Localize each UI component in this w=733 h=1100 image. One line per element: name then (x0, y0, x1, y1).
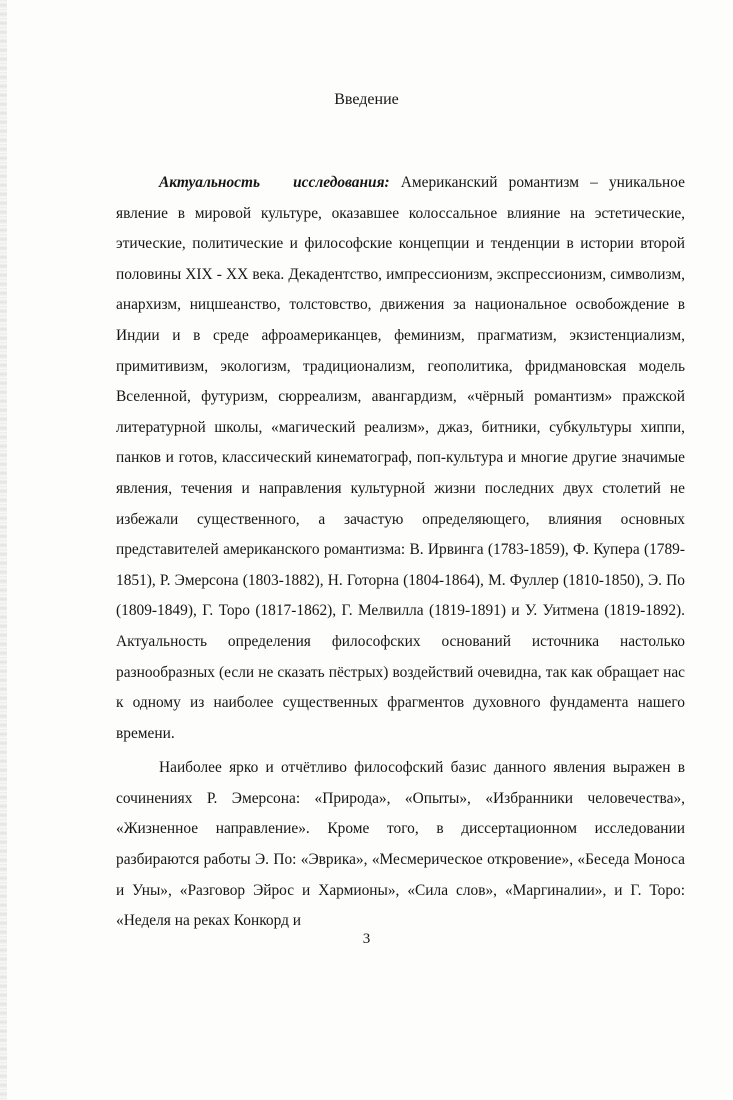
paragraph-philosophy: Наиболее ярко и отчётливо философский базис данного явления выражен в сочинениях Р. Эмерсона: «Природа», «Опыты», «Избранники человечества», «Жизненное направление». Кроме того, в диссертационном исследовании разбираются работы Э. По: «Эврика», «Месмерическое откровение», «Беседа Моноса и Уны», «Разговор Эйрос и Хармионы», «Сила слов», «Маргиналии», и Г. Торо: «Неделя на реках Конкорд и (116, 759, 685, 930)
page-title: Введение (334, 91, 399, 108)
paragraph-relevance (116, 168, 685, 749)
paragraph-relevance-text: Американский романтизм – уникальное явление в мировой культуре, оказавшее колоссальное влияние на эстетические, этические, политические и философские концепции и тенденции в истории второй половины XIX - XX века. Декадентство, импрессионизм, экспрессионизм, символизм, анархизм, ницшеанство, толстовство, движения за национальное освобождение в Индии и в среде афроамериканцев, феминизм, прагматизм, экзистенциализм, примитивизм, экологизм, традиционализм, геополитика, фридмановская модель Вселенной, футуризм, сюрреализм, авангардизм, «чёрный романтизм» пражской литературной школы, «магический реализм», джаз, битники, субкультуры хиппи, панков и готов, классический кинематограф, поп-культура и многие другие значимые явления, течения и направления культурной жизни последних двух столетий не избежали существенного, а зачастую определяющего, влияния основных представителей американского романтизма: В. Ирвинга (1783-1859), Ф. Купера (1789-1851), Р. Эмерсона (1803-1882), Н. Готорна (1804-1864), М. Фуллер (1810-1850), Э. По (1809-1849), Г. Торо (1817-1862), Г. Мелвилла (1819-1891) и У. Уитмена (1819-1892). Актуальность определения философских оснований источника настолько разнообразных (если не сказать пёстрых) воздействий очевидна, так как обращает нас к одному из наиболее существенных фрагментов духовного фундамента нашего времени. (116, 174, 685, 742)
page-number: 3 (362, 931, 371, 947)
body-text (116, 168, 685, 937)
paragraph-lead: Актуальность исследования: (159, 174, 390, 191)
